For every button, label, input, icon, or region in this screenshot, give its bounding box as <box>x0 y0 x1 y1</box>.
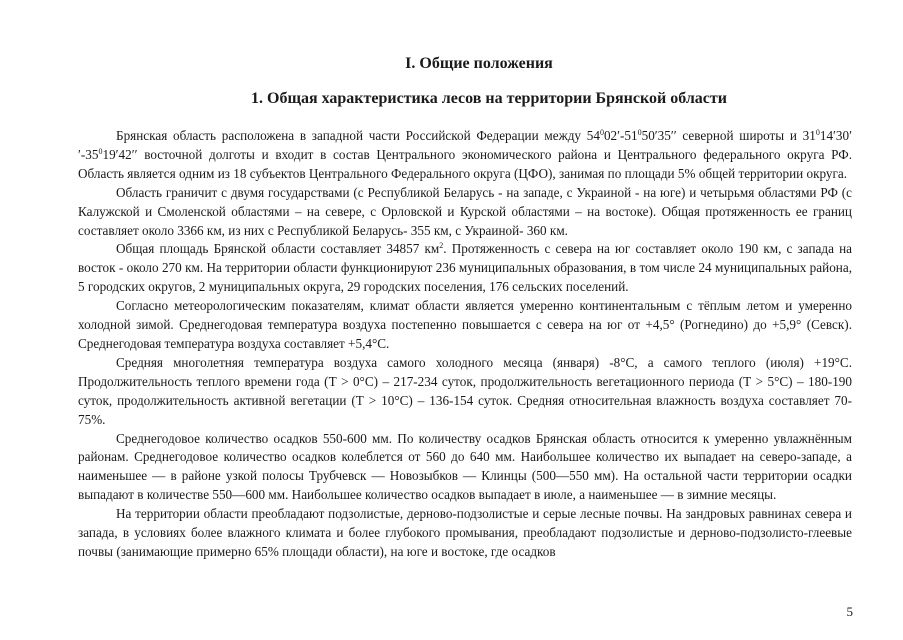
document-body <box>78 127 852 562</box>
paragraph-soils: На территории области преобладают подзолистые, дерново-подзолистые и серые лесные почвы. На зандровых равнинах севера и запада, в условиях более влажного климата и более глубокого промывания, преобладают подзолистые и дерново-подзолисто-глеевые почвы (занимающие примерно 65% площади области), на юге и востоке, где осадков <box>78 506 852 559</box>
paragraph-climate: Согласно метеорологическим показателям, климат области является умеренно континентальным с тёплым летом и умеренно холодной зимой. Среднегодовая температура воздуха постепенно повышается с севера на юг от +4,5° (Рогнедино) до +5,9° (Севск). Среднегодовая температура воздуха составляет +5,4°С. <box>78 298 852 351</box>
paragraph-precipitation: Среднегодовое количество осадков 550-600 мм. По количеству осадков Брянская область относится к умеренно увлажнённым районам. Среднегодовое количество осадков колеблется от 560 до 640 мм. Наибольшее количество их выпадает на северо-западе, а наименьшее — в районе узкой полосы Трубчевск — Новозыбков — Клинцы (500—550 мм). На остальной части территории осадки выпадают в количестве 550—600 мм. Наибольшее количество осадков выпадает в июле, а наименьшее — в зимние месяцы. <box>78 430 852 503</box>
page-number: 5 <box>846 604 853 619</box>
paragraph-temperature: Средняя многолетняя температура воздуха самого холодного месяца (января) -8°С, а самого теплого (июля) +19°С. Продолжительность теплого времени года (Т > 0°С) – 217-234 суток, продолжительность вегетационного периода (Т > 5°С) – 180-190 суток, продолжительность активной вегетации (Т > 10°С) – 136-154 суток. Средняя относительная влажность воздуха составляет 70-75%. <box>78 354 852 427</box>
paragraph-borders: Область граничит с двумя государствами (с Республикой Беларусь - на западе, с Украиной - на юге) и четырьмя областями РФ (с Калужской и Смоленской областями – на севере, с Орловской и Курской областями – на востоке). Общая протяженность ее границ составляет около 3366 км, из них с Республикой Беларусь- 355 км, с Украиной- 360 км. <box>78 184 852 238</box>
paragraph-location: Брянская область расположена в западной части Российской Федерации между $54^002'-51^050'35''$ северной широты и $31^014'30''-35^019'42''$ восточной долготы и входит в состав Центрального экономического района и Центрального федерального округа РФ. Область является одним из 18 субъектов Центрального Федерального округа (ЦФО), занимая по площади 5% общей территории округа. <box>78 128 853 181</box>
chapter-title: 1. Общая характеристика лесов на территории Брянской области <box>251 90 727 107</box>
section-title: I. Общие положения <box>405 55 553 72</box>
paragraph-area: Общая площадь Брянской области составляет 34857 $км^2$. Протяженность с севера на юг составляет около 190 км, с запада на восток - около 270 км. На территории области функционируют 236 муниципальных образования, в том числе 24 муниципальных района, 5 городских округов, 2 муниципальных округа, 29 городских поселения, 176 сельских поселений. <box>78 241 852 295</box>
